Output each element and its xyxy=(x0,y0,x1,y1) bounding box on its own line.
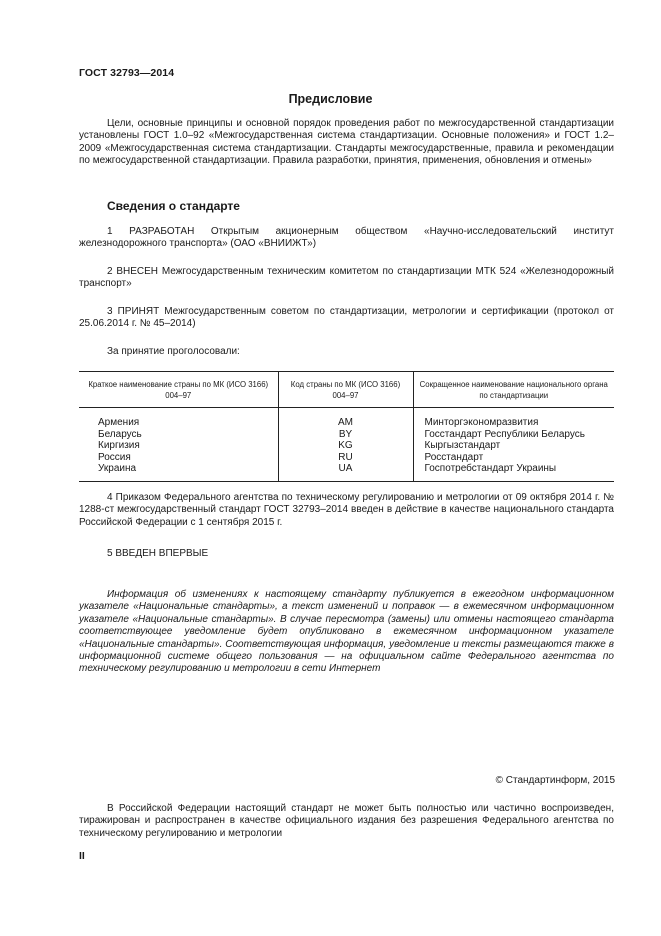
copyright: © Стандартинформ, 2015 xyxy=(495,775,615,786)
country-name: Беларусь xyxy=(98,428,142,440)
table-row xyxy=(79,429,614,441)
country-code: AM xyxy=(278,408,413,429)
table-header-row xyxy=(79,372,614,408)
info-section-title: Сведения о стандарте xyxy=(107,199,240,213)
preface-title: Предисловие xyxy=(288,92,373,106)
country-code: RU xyxy=(278,452,413,464)
country-code: UA xyxy=(278,463,413,481)
document-code: ГОСТ 32793—2014 xyxy=(79,67,175,79)
country-code: KG xyxy=(278,440,413,452)
page-number: II xyxy=(79,850,85,862)
countries-table xyxy=(79,371,614,482)
standards-body: Минторгэкономразвития xyxy=(413,408,614,429)
column-header-code: Код страны по МК (ИСО 3166) 004–97 xyxy=(278,372,413,408)
country-name: Россия xyxy=(98,451,131,463)
standards-body: Кыргызстандарт xyxy=(413,440,614,452)
country-name: Украина xyxy=(79,463,278,481)
table-row xyxy=(79,440,614,452)
legal-notice: В Российской Федерации настоящий стандарт не может быть полностью или частично воспроизведен, тиражирован и распространен в качестве официального издания без разрешения Федерального агентства по техническому регулированию и метрологии xyxy=(79,803,614,839)
table-row xyxy=(79,408,614,429)
standards-body: Госстандарт Республики Беларусь xyxy=(413,429,614,441)
country-name: Армения xyxy=(98,417,140,428)
info-item-5: 5 ВВЕДЕН ВПЕРВЫЕ xyxy=(107,548,209,559)
voted-label: За принятие проголосовали: xyxy=(107,346,240,357)
info-item-1: 1 РАЗРАБОТАН Открытым акционерным обществом «Научно-исследовательский институт железнодорожного транспорта» (ОАО «ВНИИЖТ») xyxy=(79,226,614,250)
country-code: BY xyxy=(278,429,413,441)
info-item-3: 3 ПРИНЯТ Межгосударственным советом по стандартизации, метрологии и сертификации (протокол от 25.06.2014 г. № 45–2014) xyxy=(79,306,614,330)
preface-text: Цели, основные принципы и основной порядок проведения работ по межгосударственной стандартизации установлены ГОСТ 1.0–92 «Межгосударственная система стандартизации. Основные положения» и ГОСТ 1.2–2009 «Межгосударственная система стандартизации. Стандарты межгосударственные, правила и рекомендации по межгосударственной стандартизации. Правила разработки, принятия, применения, обновления и отмены» xyxy=(79,118,614,167)
info-item-2: 2 ВНЕСЕН Межгосударственным техническим комитетом по стандартизации МТК 524 «Железнодорожный транспорт» xyxy=(79,266,614,290)
table-row xyxy=(79,463,614,481)
changes-notice: Информация об изменениях к настоящему стандарту публикуется в ежегодном информационном указателе «Национальные стандарты», а текст изменений и поправок — в ежемесячном информационном указателе «Национальные стандарты». В случае пересмотра (замены) или отмены настоящего стандарта соответствующее уведомление будет опубликовано в ежемесячном информационном указателе «Национальные стандарты». Соответствующая информация, уведомление и тексты размещаются также в информационной системе общего пользования — на официальном сайте Федерального агентства по техническому регулированию и метрологии в сети Интернет xyxy=(79,589,614,675)
standards-body: Госпотребстандарт Украины xyxy=(413,463,614,481)
column-header-body: Сокращенное наименование национального органа по стандартизации xyxy=(413,372,614,408)
standards-body: Росстандарт xyxy=(413,452,614,464)
table-row xyxy=(79,452,614,464)
info-item-4: 4 Приказом Федерального агентства по техническому регулированию и метрологии от 09 октября 2014 г. № 1288-ст межгосударственный стандарт ГОСТ 32793–2014 введен в действие в качестве национального стандарта Российской Федерации с 1 сентября 2015 г. xyxy=(79,492,614,528)
country-name: Киргизия xyxy=(98,440,140,452)
column-header-country: Краткое наименование страны по МК (ИСО 3166) 004–97 xyxy=(79,372,278,408)
